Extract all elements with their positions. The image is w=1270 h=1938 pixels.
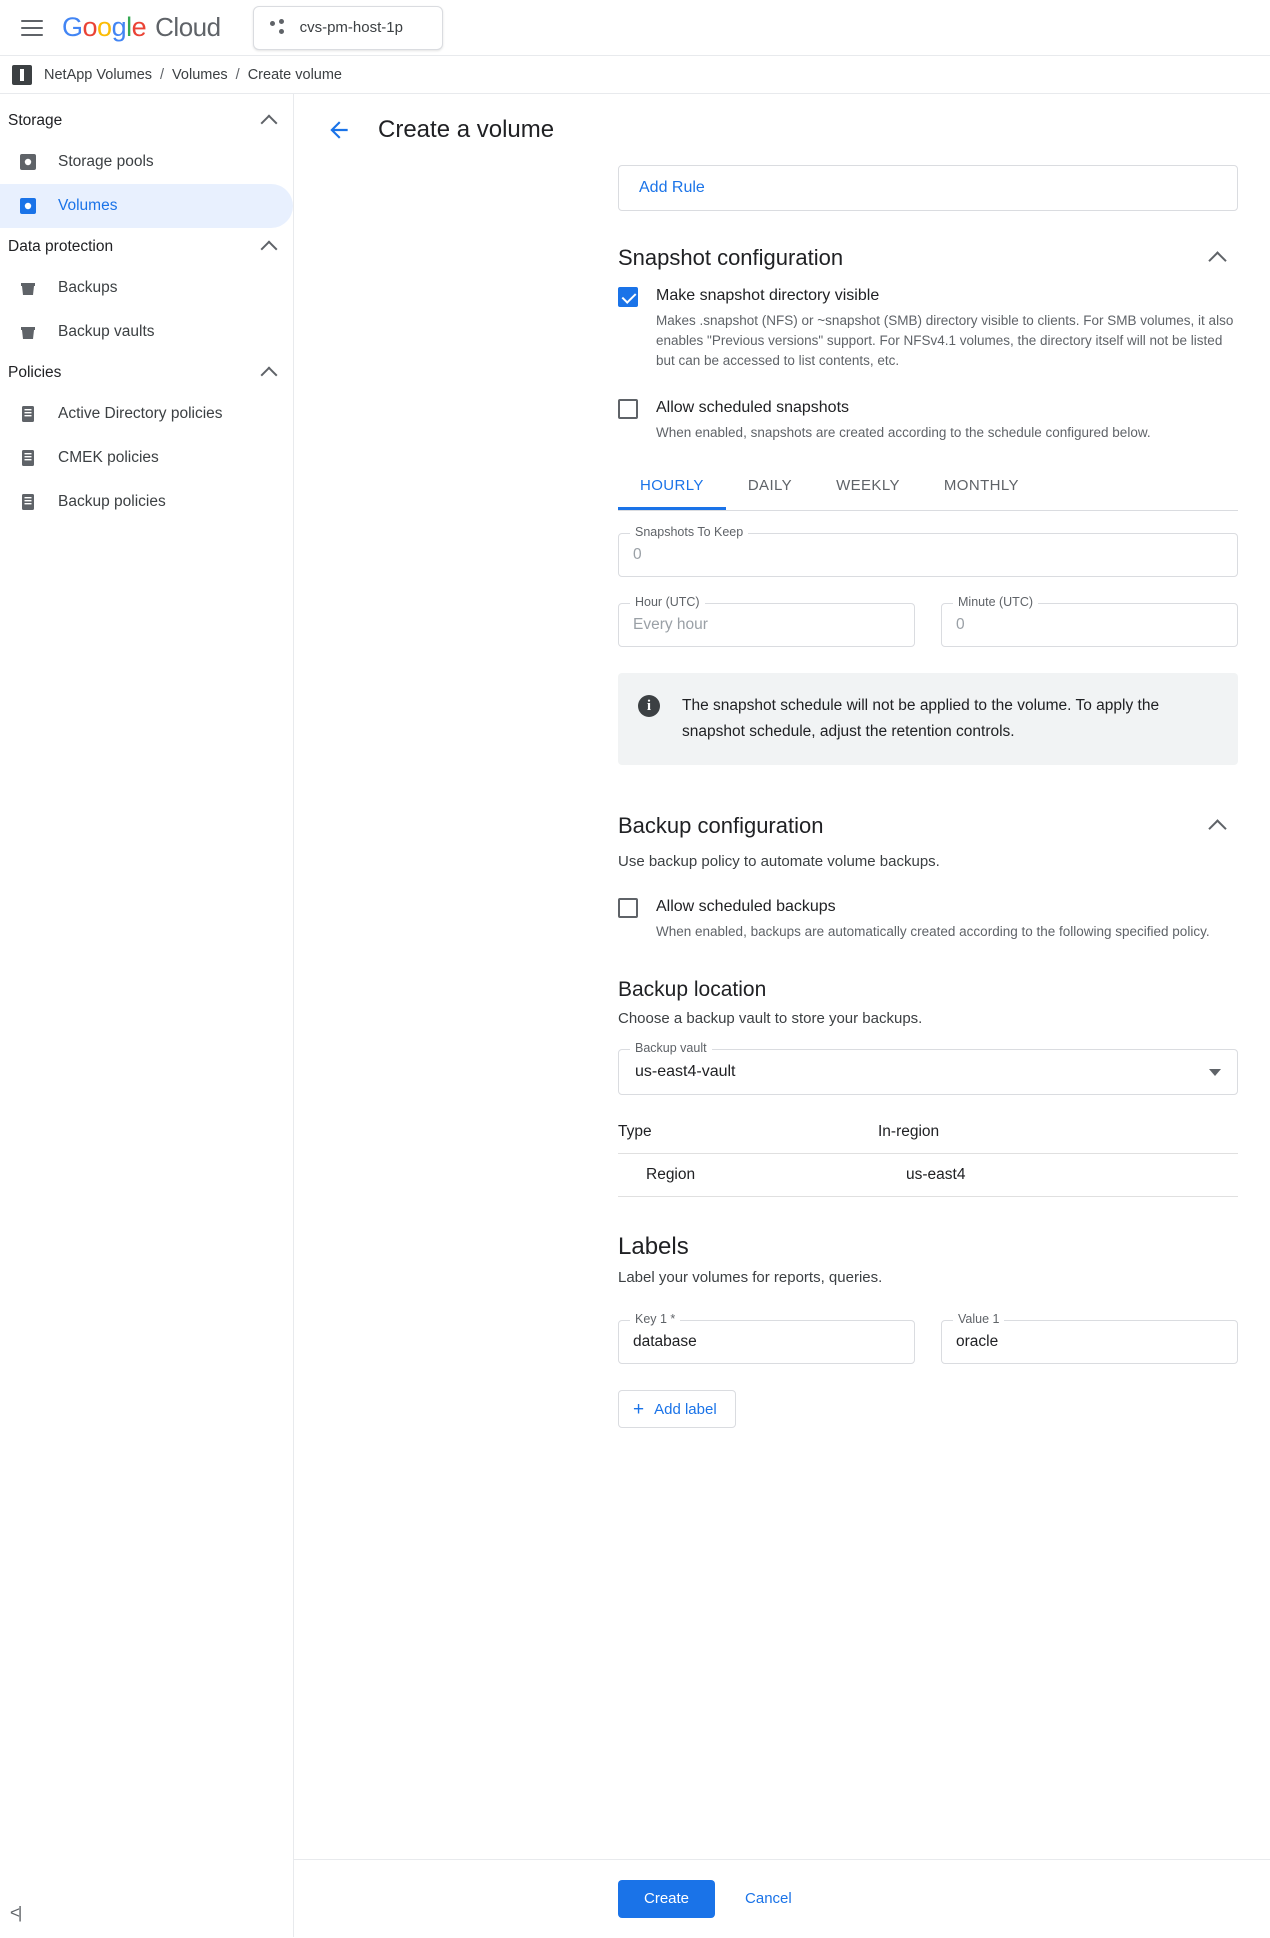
breadcrumb-item-create-volume: Create volume: [247, 66, 342, 83]
breadcrumb: [0, 56, 1270, 94]
breadcrumb-item-volumes[interactable]: Volumes: [172, 66, 228, 83]
sidebar-item-storage-pools[interactable]: [0, 140, 293, 184]
page-title: Create a volume: [378, 116, 555, 143]
backup-location-description: Choose a backup vault to store your backups.: [618, 1010, 923, 1027]
hamburger-icon[interactable]: [12, 8, 52, 48]
breadcrumb-separator: /: [160, 66, 165, 83]
allow-scheduled-snapshots-checkbox[interactable]: [618, 399, 638, 419]
project-selector[interactable]: [253, 6, 443, 50]
minute-utc-label: Minute (UTC): [953, 595, 1038, 609]
project-icon: [270, 19, 288, 37]
google-cloud-logo: G o o g l e Cloud: [62, 12, 221, 42]
backup-icon: [18, 278, 38, 298]
sidebar-group-label: Data protection: [8, 238, 114, 255]
backup-configuration-title: Backup configuration: [618, 813, 824, 838]
snapshot-frequency-tabs: [618, 477, 1238, 511]
labels-title: Labels: [618, 1233, 689, 1260]
make-snapshot-directory-visible-description: Makes .snapshot (NFS) or ~snapshot (SMB) directory visible to clients. For SMB volumes, it also enables "Previous versions" support. For NFSv4.1 volumes, the directory itself will not be listed but can be accessed to list contents, etc.: [656, 313, 1234, 368]
allow-scheduled-backups-checkbox[interactable]: [618, 898, 638, 918]
labels-description: Label your volumes for reports, queries.: [618, 1269, 883, 1286]
backup-vault-value: us-east4-vault: [635, 1063, 736, 1080]
sidebar-item-backup-policies[interactable]: [0, 480, 293, 524]
table-cell-value: us-east4: [878, 1154, 1238, 1197]
form-content: [294, 165, 1270, 1859]
make-snapshot-directory-visible-label: Make snapshot directory visible: [656, 287, 880, 304]
sidebar-item-backup-vaults[interactable]: [0, 310, 293, 354]
collapse-sidebar-button[interactable]: <|: [10, 1903, 21, 1922]
sidebar-item-label: Active Directory policies: [58, 405, 223, 422]
sidebar-item-active-directory-policies[interactable]: [0, 392, 293, 436]
tab-daily[interactable]: DAILY: [747, 477, 793, 494]
tab-hourly[interactable]: HOURLY: [618, 477, 726, 510]
label-pair-row: [618, 1312, 1238, 1364]
sidebar-item-label: Volumes: [58, 197, 118, 214]
policy-icon: [18, 492, 38, 512]
chevron-down-icon[interactable]: [1209, 1069, 1221, 1076]
cancel-button[interactable]: Cancel: [733, 1890, 804, 1907]
top-bar: [0, 0, 1270, 56]
sidebar-group-label: Storage: [8, 112, 63, 129]
chevron-up-icon[interactable]: [1208, 819, 1226, 837]
plus-icon: +: [633, 1398, 645, 1420]
breadcrumb-item-netapp-volumes[interactable]: NetApp Volumes: [44, 66, 153, 83]
chevron-up-icon[interactable]: [261, 115, 278, 132]
main-header: [294, 94, 1270, 165]
chevron-up-icon[interactable]: [261, 241, 278, 258]
project-name: cvs-pm-host-1p: [299, 19, 403, 36]
minute-utc-value: 0: [956, 616, 965, 633]
backup-vault-details-table: [618, 1111, 1238, 1197]
form-footer: [294, 1859, 1270, 1937]
table-row: [618, 1154, 1238, 1197]
tab-monthly[interactable]: MONTHLY: [943, 477, 1019, 494]
table-row: [618, 1111, 1238, 1154]
volume-icon: [18, 196, 38, 216]
sidebar-item-label: Storage pools: [58, 153, 154, 170]
snapshots-to-keep-field[interactable]: [618, 525, 1238, 577]
sidebar-group-policies[interactable]: [0, 354, 293, 392]
table-cell-key: Type: [618, 1111, 878, 1154]
allow-scheduled-backups-row[interactable]: [618, 896, 1238, 942]
chevron-up-icon[interactable]: [1208, 251, 1226, 269]
main-panel: [294, 94, 1270, 1937]
snapshots-to-keep-value: 0: [633, 546, 642, 563]
hour-utc-label: Hour (UTC): [630, 595, 705, 609]
allow-scheduled-snapshots-label: Allow scheduled snapshots: [656, 399, 850, 416]
hour-utc-field[interactable]: [618, 595, 915, 647]
sidebar-item-cmek-policies[interactable]: [0, 436, 293, 480]
label-key-field[interactable]: [618, 1312, 915, 1364]
storage-pool-icon: [18, 152, 38, 172]
minute-utc-field[interactable]: [941, 595, 1238, 647]
netapp-icon: [12, 65, 32, 85]
sidebar-item-label: Backup policies: [58, 493, 166, 510]
chevron-up-icon[interactable]: [261, 367, 278, 384]
hour-minute-row: [618, 595, 1238, 673]
backup-vault-label: Backup vault: [630, 1041, 712, 1055]
snapshot-schedule-info-text: The snapshot schedule will not be applied to the volume. To apply the snapshot schedule, adjust the retention controls.: [682, 697, 1160, 740]
sidebar-group-storage[interactable]: [0, 102, 293, 140]
allow-scheduled-backups-label: Allow scheduled backups: [656, 898, 836, 915]
label-key-value: database: [633, 1333, 697, 1350]
add-label-button[interactable]: [618, 1390, 736, 1428]
snapshot-configuration-title: Snapshot configuration: [618, 245, 844, 270]
label-value-field[interactable]: [941, 1312, 1238, 1364]
backup-configuration-header: [618, 813, 1238, 839]
sidebar-item-volumes[interactable]: [0, 184, 293, 228]
allow-scheduled-backups-description: When enabled, backups are automatically created according to the following specified policy.: [656, 924, 1210, 939]
create-button[interactable]: Create: [618, 1880, 715, 1918]
snapshot-configuration-header: [618, 245, 1238, 271]
snapshots-to-keep-label: Snapshots To Keep: [630, 525, 748, 539]
make-snapshot-directory-visible-checkbox[interactable]: [618, 287, 638, 307]
breadcrumb-separator: /: [235, 66, 240, 83]
sidebar: [0, 94, 294, 1937]
back-arrow-icon[interactable]: [326, 117, 352, 143]
label-value-value: oracle: [956, 1333, 999, 1350]
allow-scheduled-snapshots-description: When enabled, snapshots are created according to the schedule configured below.: [656, 425, 1151, 440]
policy-icon: [18, 448, 38, 468]
sidebar-item-label: Backups: [58, 279, 118, 296]
sidebar-item-backups[interactable]: [0, 266, 293, 310]
sidebar-group-data-protection[interactable]: [0, 228, 293, 266]
backup-vault-select[interactable]: [618, 1041, 1238, 1095]
sidebar-item-label: CMEK policies: [58, 449, 159, 466]
info-icon: i: [638, 695, 660, 717]
snapshot-schedule-info-banner: [618, 673, 1238, 765]
add-label-button-text: Add label: [654, 1400, 717, 1418]
backup-location-title: Backup location: [618, 978, 767, 1001]
add-rule-button[interactable]: Add Rule: [618, 165, 1238, 211]
sidebar-group-label: Policies: [8, 364, 62, 381]
tab-weekly[interactable]: WEEKLY: [836, 477, 900, 494]
table-cell-value: In-region: [878, 1111, 1238, 1154]
policy-icon: [18, 404, 38, 424]
backup-vault-icon: [18, 322, 38, 342]
label-key-label: Key 1 *: [630, 1312, 680, 1326]
label-value-label: Value 1: [953, 1312, 1004, 1326]
page-layout: [0, 94, 1270, 1937]
sidebar-item-label: Backup vaults: [58, 323, 155, 340]
allow-scheduled-snapshots-row[interactable]: [618, 397, 1238, 443]
table-cell-key: Region: [618, 1154, 878, 1197]
make-snapshot-directory-visible-row[interactable]: [618, 285, 1238, 371]
hour-utc-value: Every hour: [633, 616, 708, 633]
backup-configuration-description: Use backup policy to automate volume backups.: [618, 853, 940, 870]
